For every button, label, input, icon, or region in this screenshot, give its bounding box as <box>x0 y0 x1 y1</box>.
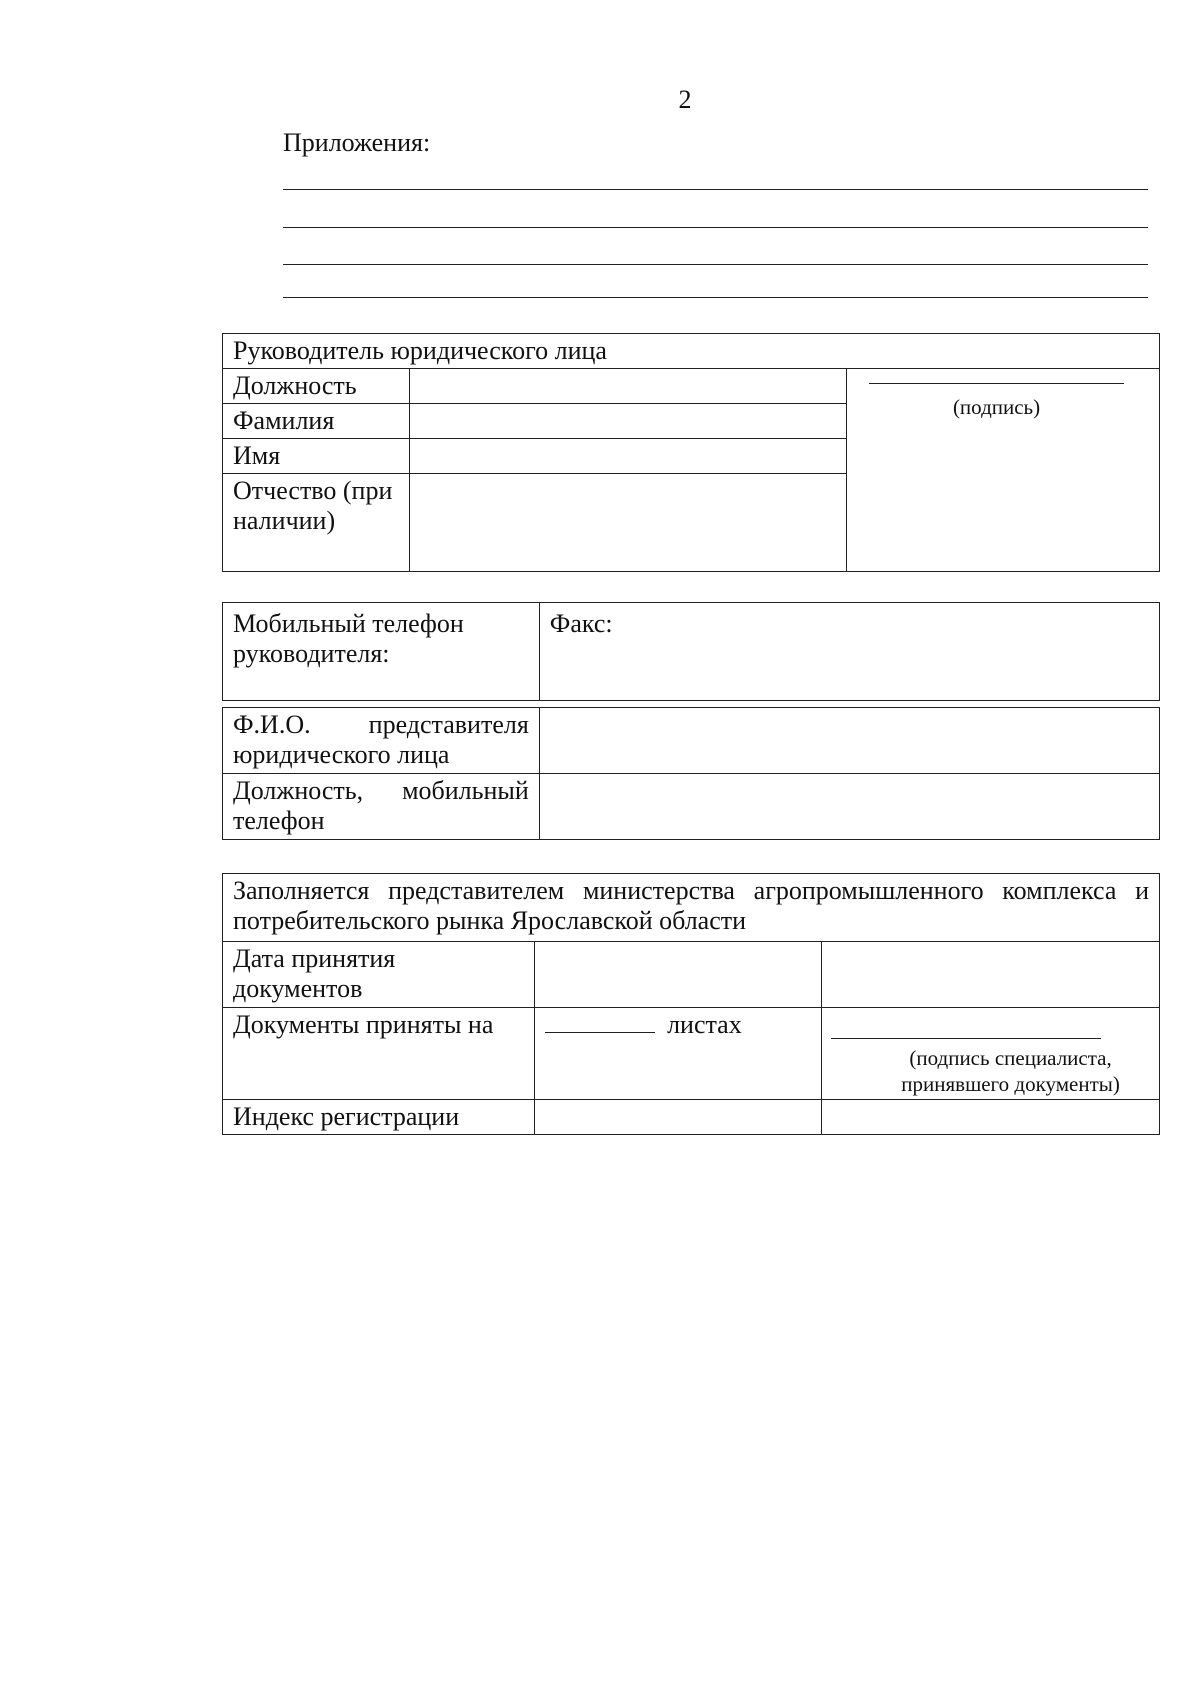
appendix-line[interactable] <box>283 297 1148 298</box>
surname-field[interactable] <box>409 404 846 439</box>
specialist-signature-cell <box>822 1008 1160 1100</box>
registration-index-extra[interactable] <box>822 1100 1160 1135</box>
ministry-title: Заполняется представителем министерства агропромышленного комплекса и потребительского рынка Ярославской области <box>223 874 1160 942</box>
specialist-signature-caption: (подпись специалиста, принявшего документы) <box>901 1046 1120 1096</box>
head-table <box>222 333 1160 572</box>
sheets-cell <box>534 1008 822 1100</box>
representative-table <box>222 707 1160 840</box>
fax-label: Факс: <box>549 609 613 638</box>
contact-table <box>222 602 1160 701</box>
appendix-line[interactable] <box>283 189 1148 190</box>
fax-cell[interactable] <box>539 603 1159 701</box>
position-field[interactable] <box>409 369 846 404</box>
position-label: Должность <box>223 369 410 404</box>
appendix-line[interactable] <box>283 264 1148 265</box>
name-field[interactable] <box>409 439 846 474</box>
appendix-line[interactable] <box>283 227 1148 228</box>
docs-accepted-label: Документы приняты на <box>223 1008 535 1100</box>
sheets-count-blank[interactable] <box>545 1010 655 1033</box>
specialist-signature-line[interactable] <box>831 1038 1101 1045</box>
head-signature-line[interactable] <box>869 383 1124 394</box>
date-accepted-field[interactable] <box>534 942 822 1008</box>
patronymic-field[interactable] <box>409 474 846 572</box>
representative-position-field[interactable] <box>539 774 1159 840</box>
registration-index-label: Индекс регистрации <box>223 1100 535 1135</box>
representative-position-label: Должность, мобильный телефон <box>223 774 540 840</box>
date-accepted-extra[interactable] <box>822 942 1160 1008</box>
page-number: 2 <box>678 85 692 114</box>
representative-fio-label: Ф.И.О. представителя юридического лица <box>223 708 540 774</box>
name-label: Имя <box>223 439 410 474</box>
surname-label: Фамилия <box>223 404 410 439</box>
date-accepted-label: Дата принятия документов <box>223 942 535 1008</box>
patronymic-label: Отчество (при наличии) <box>223 474 410 572</box>
representative-fio-field[interactable] <box>539 708 1159 774</box>
registration-index-field[interactable] <box>534 1100 822 1135</box>
sheets-label: листах <box>667 1010 742 1039</box>
head-signature-cell <box>847 369 1160 572</box>
head-table-title: Руководитель юридического лица <box>223 334 1160 369</box>
mobile-phone-label: Мобильный телефон руководителя: <box>223 603 540 701</box>
appendix-label: Приложения: <box>283 128 431 157</box>
ministry-table <box>222 873 1160 1135</box>
head-signature-caption: (подпись) <box>952 395 1041 419</box>
